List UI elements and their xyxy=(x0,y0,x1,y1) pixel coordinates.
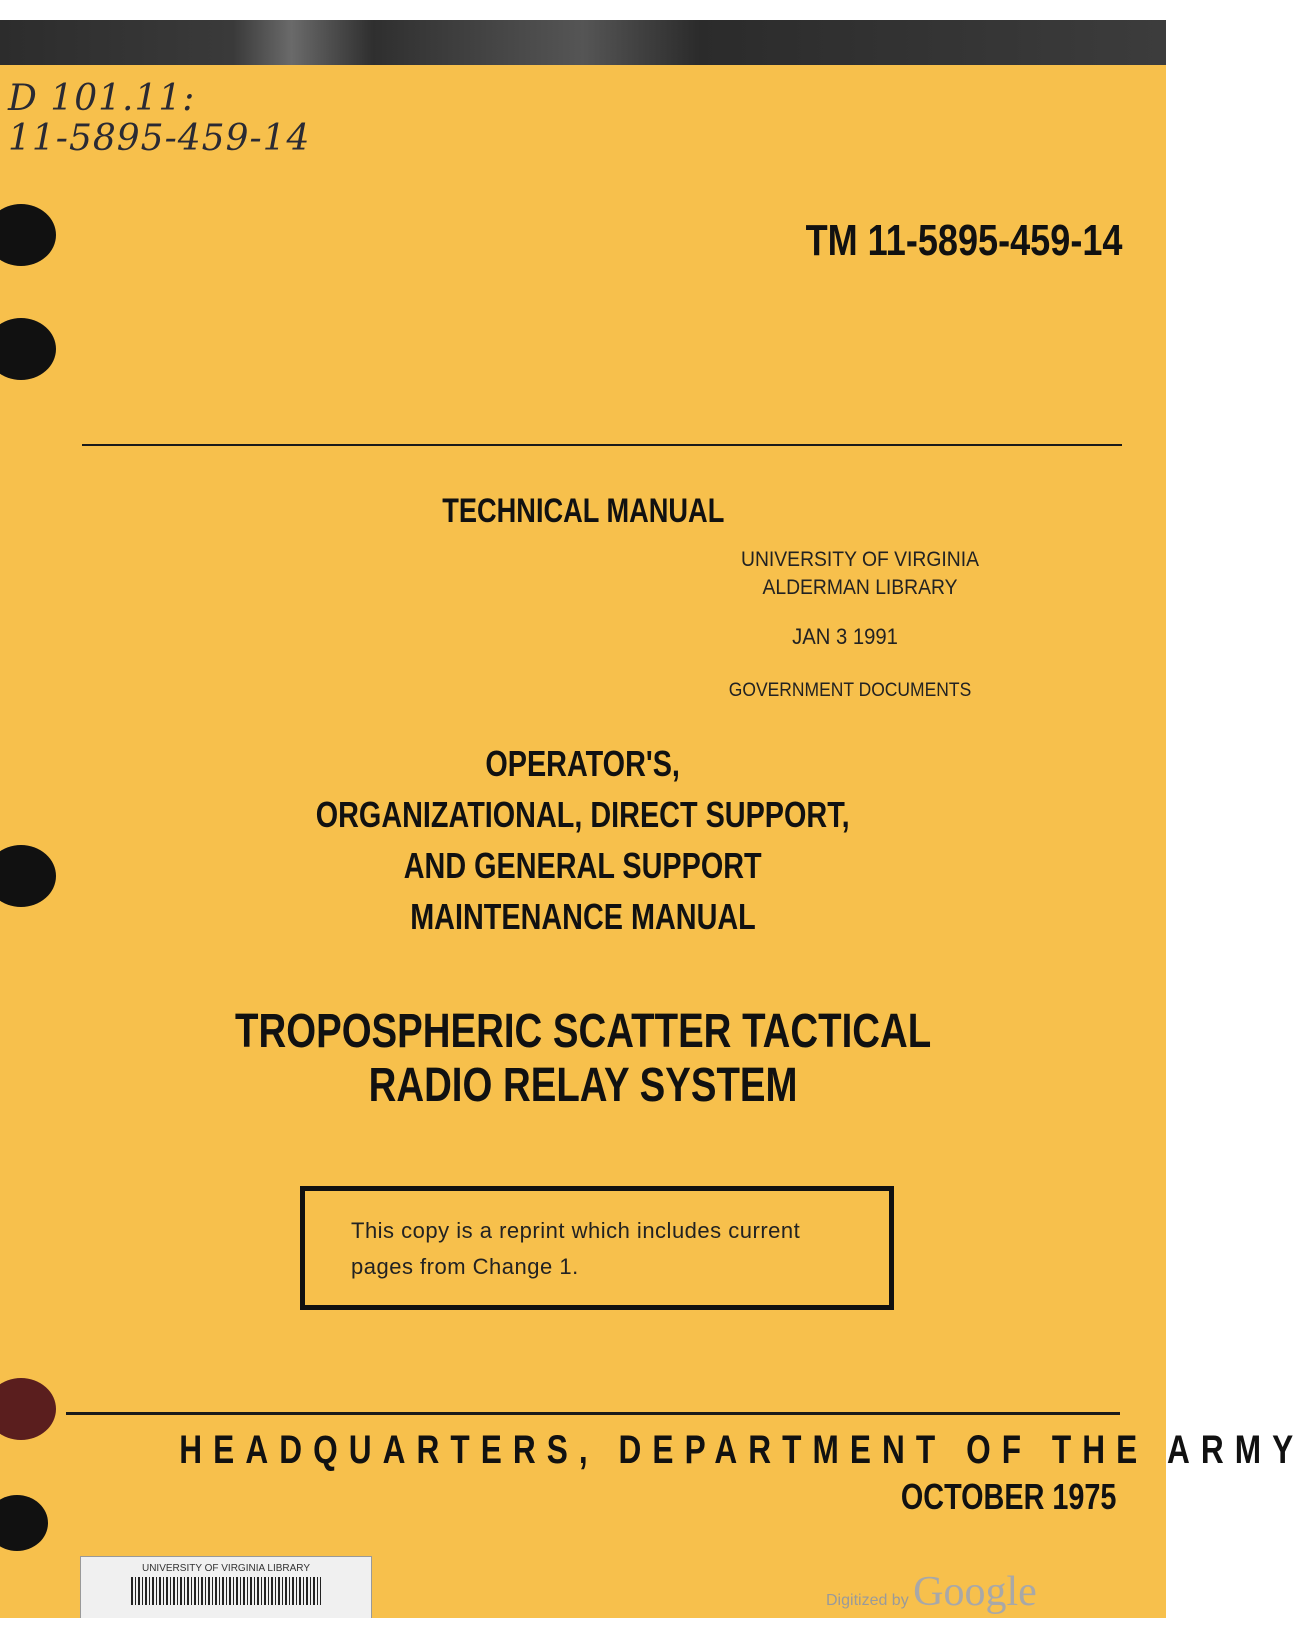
publication-date-row xyxy=(847,1476,1116,1518)
manual-title-line-4: MAINTENANCE MANUAL xyxy=(410,896,756,937)
reprint-notice-line-1: This copy is a reprint which includes current xyxy=(351,1218,801,1243)
stamp-library: ALDERMAN LIBRARY xyxy=(762,576,958,599)
manual-title-line-2: ORGANIZATIONAL, DIRECT SUPPORT, xyxy=(316,794,850,835)
reprint-notice xyxy=(351,1213,800,1285)
bottom-rule xyxy=(66,1412,1120,1415)
tm-number: TM 11-5895-459-14 xyxy=(805,216,1122,265)
top-rule xyxy=(82,444,1122,446)
handwritten-call-number: D 101.11: xyxy=(8,78,196,119)
barcode-label: UNIVERSITY OF VIRGINIA LIBRARY xyxy=(141,1563,310,1574)
publisher-row xyxy=(68,1428,1304,1473)
google-logo: Google xyxy=(913,1569,1037,1615)
scan-bottom-edge xyxy=(0,1618,1166,1633)
stamp-university: UNIVERSITY OF VIRGINIA xyxy=(741,548,979,571)
reprint-notice-line-2: pages from Change 1. xyxy=(351,1254,579,1279)
stamp-department: GOVERNMENT DOCUMENTS xyxy=(728,680,972,701)
library-barcode xyxy=(80,1556,372,1620)
cover xyxy=(0,65,1304,1618)
technical-manual-heading-row xyxy=(0,492,1166,531)
publisher: HEADQUARTERS, DEPARTMENT OF THE ARMY xyxy=(179,1428,1304,1472)
system-title-line-2: RADIO RELAY SYSTEM xyxy=(368,1059,798,1112)
publication-date: OCTOBER 1975 xyxy=(900,1476,1116,1517)
stamp-date: JAN 3 1991 xyxy=(792,624,898,649)
technical-manual-heading: TECHNICAL MANUAL xyxy=(441,492,725,530)
scan-top-edge xyxy=(0,20,1166,65)
manual-title-line-1: OPERATOR'S, xyxy=(485,743,681,784)
manual-title-line-3: AND GENERAL SUPPORT xyxy=(404,845,762,886)
barcode-bars xyxy=(131,1577,321,1605)
reprint-notice-box xyxy=(300,1186,894,1310)
system-title-line-1: TROPOSPHERIC SCATTER TACTICAL xyxy=(234,1005,932,1058)
digitized-by-label: Digitized by xyxy=(826,1592,909,1609)
digitized-by-google-watermark xyxy=(826,1568,1037,1616)
handwritten-document-number: 11-5895-459-14 xyxy=(8,118,311,159)
